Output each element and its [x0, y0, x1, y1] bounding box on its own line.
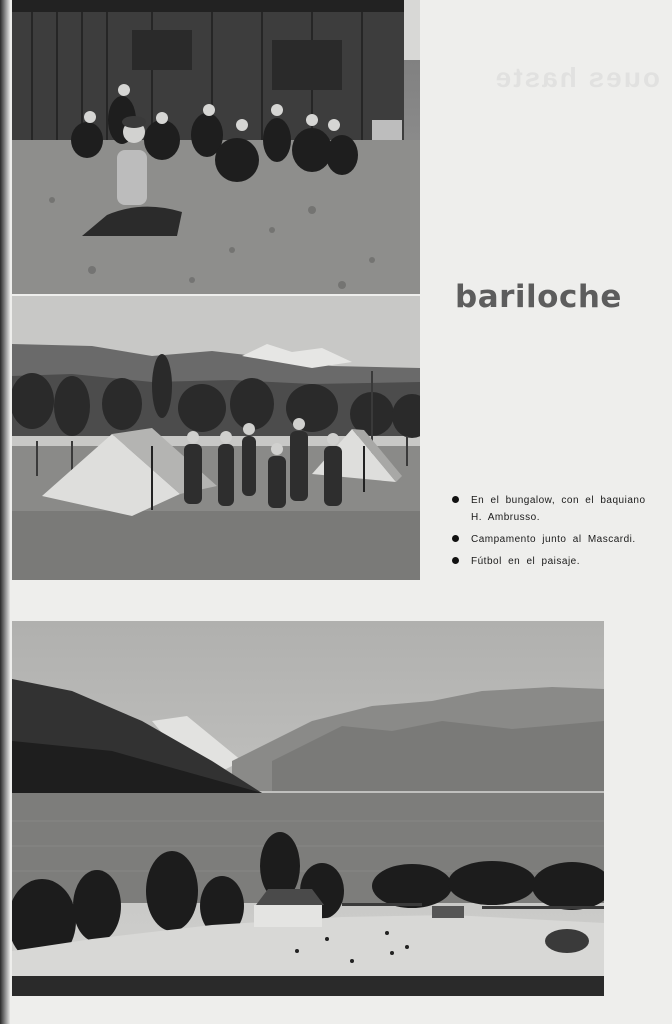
photo-bungalow-group — [12, 0, 420, 294]
bullet-icon — [452, 496, 459, 503]
bullet-icon — [452, 557, 459, 564]
caption-item — [452, 553, 662, 570]
photo-lake-landscape — [12, 621, 604, 996]
page-binding-edge — [0, 0, 10, 1024]
caption-text: Campamento junto al Mascardi. — [471, 534, 636, 545]
photo-camp-mascardi — [12, 296, 420, 580]
caption-text: En el bungalow, con el baquiano H. Ambrusso. — [471, 495, 646, 523]
caption-item — [452, 492, 662, 526]
show-through-text: oues haste — [493, 62, 660, 93]
caption-text: Fútbol en el paisaje. — [471, 556, 581, 567]
bullet-icon — [452, 535, 459, 542]
section-title: bariloche — [455, 278, 622, 315]
photo-captions — [452, 492, 662, 575]
caption-item — [452, 531, 662, 548]
